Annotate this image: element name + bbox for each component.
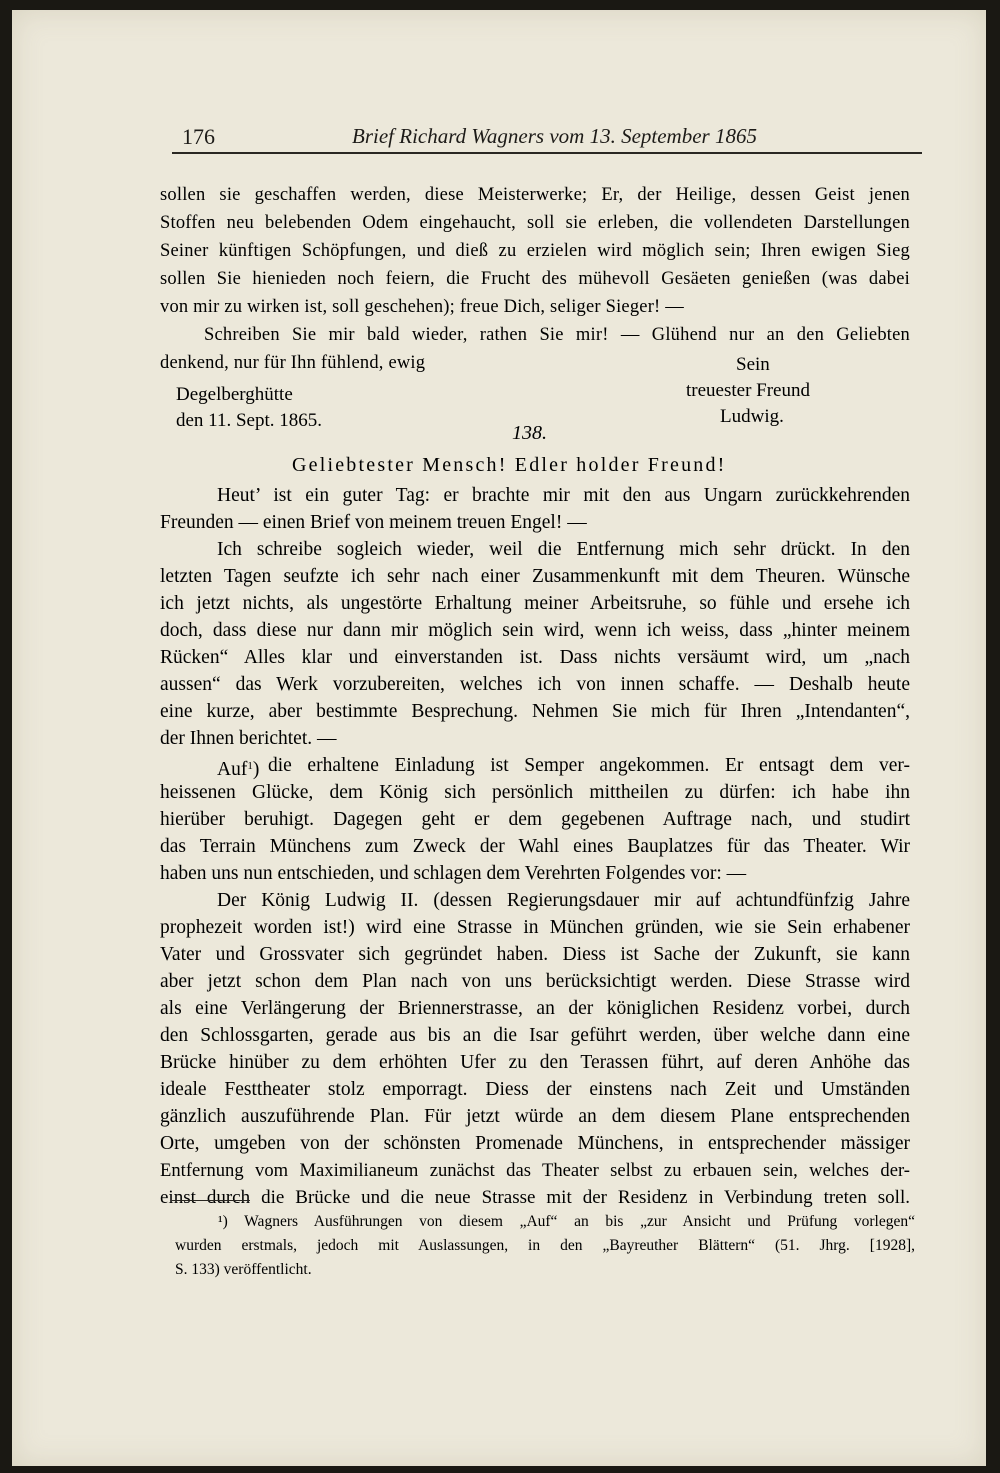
text-line: die erhaltene Einladung ist Semper angekommen. Er entsagt dem ver- (268, 755, 910, 776)
footnote-line: wurden erstmals, jedoch mit Auslassungen, in den „Bayreuther Blättern“ (51. Jhrg. [1928], (175, 1237, 915, 1254)
footnote-line: ¹) Wagners Ausführungen von diesem „Auf“ an bis „zur Ansicht und Prüfung vorlegen“ (218, 1213, 915, 1230)
page-header (172, 122, 922, 154)
text-line: gänzlich auszuführende Plan. Für jetzt würde an dem diesem Plane entsprechenden (160, 1106, 910, 1127)
text-line: aussen“ das Werk vorzubereiten, welches ich von innen schaffe. — Deshalb heute (160, 674, 910, 695)
text-line: als eine Verlängerung der Briennerstrasse, an der königlichen Residenz vorbei, durch (160, 998, 910, 1019)
text-line: Ich schreibe sogleich wieder, weil die Entfernung mich sehr drückt. In den (217, 539, 910, 560)
text-line: einst durch die Brücke und die neue Strasse mit der Residenz in Verbindung treten soll. (160, 1187, 910, 1208)
text-line: Stoffen neu belebenden Odem eingehaucht, soll sie erleben, die vollendeten Darstellungen (160, 213, 910, 233)
text-line: doch, dass diese nur dann mir möglich sein wird, wenn ich weiss, dass „hinter meinem (160, 620, 910, 641)
closing-treuester-freund: treuester Freund (686, 380, 810, 401)
text-line: letzten Tagen seufzte ich sehr nach einer Zusammenkunft mit dem Theuren. Wünsche (160, 566, 910, 587)
text-line: sollen Sie hienieden noch feiern, die Frucht des mühevoll Gesäeten genießen (was dabei (160, 269, 910, 289)
text-line: Freunden — einen Brief von meinem treuen Engel! — (160, 512, 587, 533)
text-line: hierüber beruhigt. Dagegen geht er dem gegebenen Auftrage nach, und studirt (160, 809, 910, 830)
text-line: Schreiben Sie mir bald wieder, rathen Sie mir! — Glühend nur an den Geliebten (204, 325, 910, 345)
text-line: das Terrain Münchens zum Zweck der Wahl eines Bauplatzes für das Theater. Wir (160, 836, 910, 857)
footnote-mark: 1 (247, 760, 253, 772)
salutation: Geliebtester Mensch! Edler holder Freund! (292, 454, 727, 476)
text-line: prophezeit worden ist!) wird eine Strasse in München gründen, wie sie Sein erhabener (160, 917, 910, 938)
closing-signature: Ludwig. (720, 406, 784, 427)
text-line: eine kurze, aber bestimmte Besprechung. Nehmen Sie mich für Ihren „Intendanten“, (160, 701, 910, 722)
text-line: den Schlossgarten, gerade aus bis an die Isar geführt werden, über welche dann eine (160, 1025, 910, 1046)
letter-date: den 11. Sept. 1865. (176, 410, 323, 431)
text-line: heissenen Glücke, dem König sich persönlich mittheilen zu dürfen: ich habe ihn (160, 782, 910, 803)
running-title: Brief Richard Wagners vom 13. September 1865 (352, 124, 757, 148)
text-line: von mir zu wirken ist, soll geschehen); freue Dich, seliger Sieger! — (160, 297, 684, 317)
text-line: Vater und Grossvater sich gegründet haben. Diess ist Sache der Zukunft, sie kann (160, 944, 910, 965)
closing-sein: Sein (736, 354, 770, 375)
text-line: Seiner künftigen Schöpfungen, und dieß zu erzielen wird möglich sein; Ihren ewigen Sieg (160, 241, 910, 261)
text-line: Brücke hinüber zu dem erhöhten Ufer zu den Terassen führt, auf deren Anhöhe das (160, 1052, 910, 1073)
text-line: sollen sie geschaffen werden, diese Meisterwerke; Er, der Heilige, dessen Geist jenen (160, 185, 910, 205)
text-line: der Ihnen berichtet. — (160, 728, 337, 749)
letter-place: Degelberghütte (176, 384, 293, 405)
footnote-rule (172, 1200, 250, 1201)
text-line: Heut’ ist ein guter Tag: er brachte mir mit den aus Ungarn zurückkehrenden (217, 485, 910, 506)
text-line: Rücken“ Alles klar und einverstanden ist. Dass nichts versäumt wird, um „nach (160, 647, 910, 668)
auf-text: Auf (217, 759, 248, 780)
text-line: Orte, umgeben von der schönsten Promenade Münchens, in entsprechender mässiger (160, 1133, 910, 1154)
text-line: aber jetzt schon dem Plan nach von uns berücksichtigt werden. Diese Strasse wird (160, 971, 910, 992)
text-line: denkend, nur für Ihn fühlend, ewig (160, 353, 426, 373)
text-line: haben uns nun entschieden, und schlagen dem Verehrten Folgendes vor: — (160, 863, 747, 884)
page-number: 176 (182, 124, 215, 149)
footnote-mark-paren: ) (252, 759, 260, 780)
text-line: Entfernung vom Maximilianeum zunächst das Theater selbst zu erbauen sein, welches der- (160, 1160, 910, 1181)
footnote-line: S. 133) veröffentlicht. (175, 1261, 312, 1278)
text-line: Der König Ludwig II. (dessen Regierungsdauer mir auf achtundfünfzig Jahre (217, 890, 910, 911)
auf-word (217, 752, 259, 780)
text-line: ich jetzt nichts, als ungestörte Erhaltung meiner Arbeitsruhe, so fühle und ersehe ich (160, 593, 910, 614)
text-line: ideale Festtheater stolz emporragt. Diess der einstens nach Zeit und Umständen (160, 1079, 910, 1100)
letter-number: 138. (512, 422, 547, 444)
